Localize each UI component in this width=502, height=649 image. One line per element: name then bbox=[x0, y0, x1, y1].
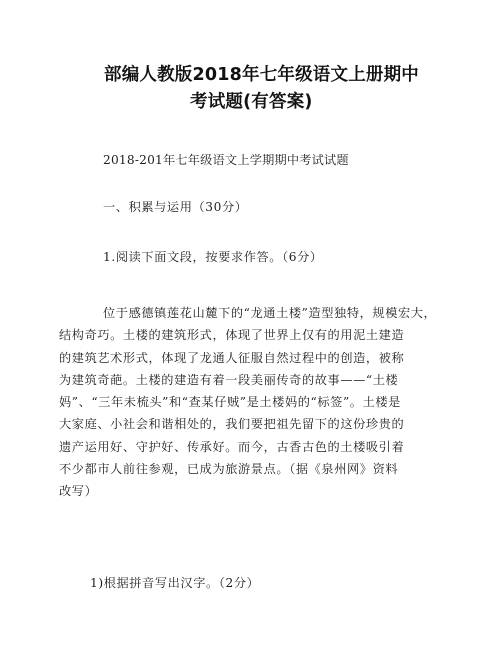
paragraph-line: 大家庭、小社会和谐相处的，我们要把祖先留下的这份珍贵的 bbox=[59, 417, 405, 431]
paragraph-line: 改写） bbox=[59, 484, 98, 498]
paragraph-line: 遗产运用好、守护好、传承好。而今，古香古色的土楼吸引着 bbox=[59, 440, 405, 454]
paragraph-line: 为建筑奇葩。土楼的建造有着一段美丽传奇的故事——“土楼 bbox=[59, 373, 399, 387]
section-heading: 一、积累与运用（30分） bbox=[103, 200, 248, 214]
exam-subtitle: 2018-201年七年级语文上学期期中考试试题 bbox=[103, 153, 349, 167]
sub-question-1: 1)根据拼音写出汉字。（2分） bbox=[90, 576, 260, 590]
paragraph-line: 妈”、“三年未梳头”和“查某仔贼”是土楼妈的“标签”。土楼是 bbox=[59, 395, 401, 409]
document-title-line-1: 部编人教版2018年七年级语文上册期中 bbox=[104, 65, 420, 85]
paragraph-line: 不少都市人前往参观，已成为旅游景点。（据《泉州网》资料 bbox=[59, 462, 399, 476]
document-title-line-2: 考试题(有答案) bbox=[190, 92, 313, 112]
paragraph-line: 的建筑艺术形式，体现了龙通人征服自然过程中的创造，被称 bbox=[59, 351, 405, 365]
paragraph-line: 结构奇巧。土楼的建筑形式，体现了世界上仅有的用泥土建造 bbox=[59, 328, 405, 342]
question-1: 1.阅读下面文段，按要求作答。（6分） bbox=[103, 250, 323, 264]
paragraph-line: 位于感德镇莲花山麓下的“龙通土楼”造型独特，规模宏大， bbox=[103, 306, 437, 320]
